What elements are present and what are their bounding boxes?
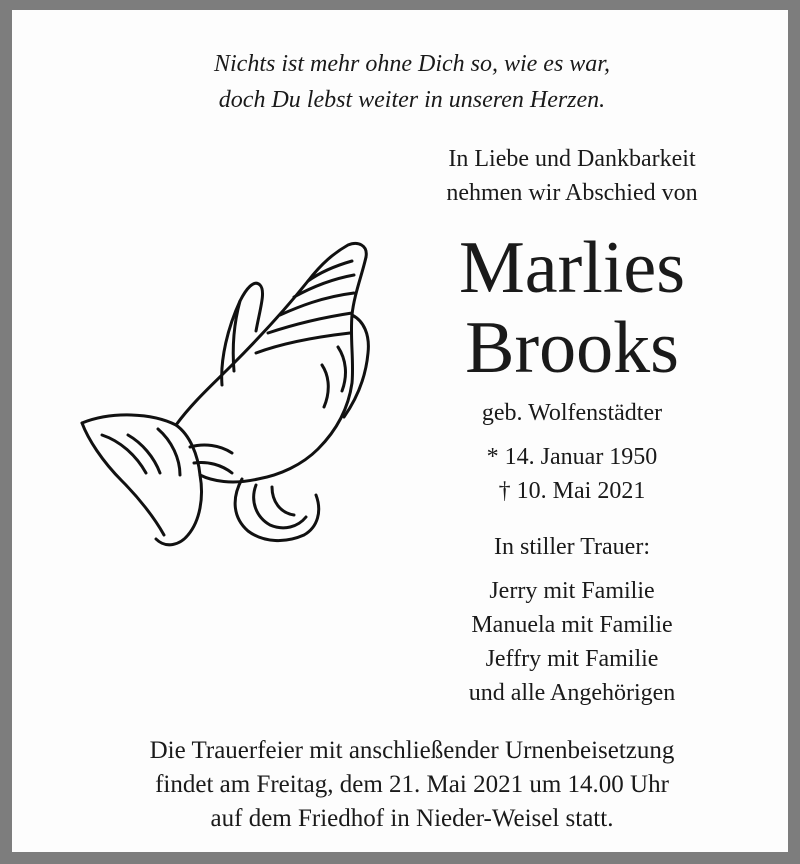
last-name: Brooks [465, 307, 679, 389]
verse-line-2: doch Du lebst weiter in unseren Herzen. [218, 87, 606, 113]
first-name: Marlies [458, 227, 686, 309]
mourners-heading: In stiller Trauer: [494, 534, 650, 560]
mourner-name: Manuela mit Familie [471, 612, 673, 638]
death-date: † 10. Mai 2021 [498, 478, 646, 504]
mourner-name: Jeffry mit Familie [485, 646, 659, 672]
mourners [392, 530, 752, 710]
life-dates [392, 440, 752, 508]
service-line-2: findet am Freitag, dem 21. Mai 2021 um 14.00 Uhr [155, 771, 669, 798]
intro-line-1: In Liebe und Dankbarkeit [448, 146, 696, 172]
mourner-name: und alle Angehörigen [468, 680, 676, 706]
verse [12, 46, 800, 118]
birth-date: * 14. Januar 1950 [486, 444, 658, 470]
service-line-1: Die Trauerfeier mit anschließender Urnenbeisetzung [149, 737, 675, 764]
deceased-name [392, 228, 752, 388]
mourner-name: Jerry mit Familie [489, 578, 655, 604]
service-line-3: auf dem Friedhof in Nieder-Weisel statt. [210, 805, 614, 832]
verse-line-1: Nichts ist mehr ohne Dich so, wie es war, [214, 51, 610, 77]
intro-text [392, 142, 752, 210]
birth-name [392, 396, 752, 430]
funeral-service-info [12, 734, 800, 836]
intro-line-2: nehmen wir Abschied von [446, 180, 698, 206]
birth-name-text: geb. Wolfenstädter [481, 400, 663, 426]
praying-hands-icon [72, 235, 382, 565]
